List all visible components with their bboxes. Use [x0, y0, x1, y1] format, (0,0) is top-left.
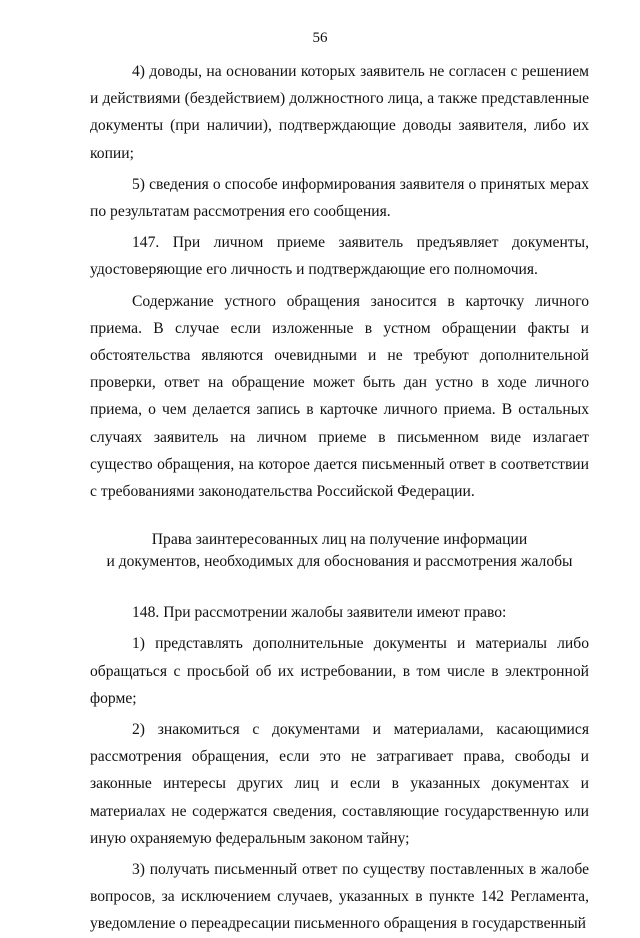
paragraph-item-4: 4) доводы, на основании которых заявитель не согласен с решением и действиями (бездействием) должностного лица, а также представленные документы (при наличии), подтверждающие доводы заявителя, либо их копии; [90, 63, 589, 162]
section-heading [90, 529, 589, 573]
section-heading-line-1: Права заинтересованных лиц на получение информации [151, 531, 528, 549]
paragraph-147: 147. При личном приеме заявитель предъявляет документы, удостоверяющие его личность и подтверждающие его полномочия. [90, 234, 589, 279]
paragraph-right-1: 1) представлять дополнительные документы и материалы либо обращаться с просьбой об их истребовании, в том числе в электронной форме; [90, 635, 589, 707]
paragraph-148: 148. При рассмотрении жалобы заявители имеют право: [132, 604, 507, 622]
document-body [90, 58, 589, 938]
section-heading-line-2: и документов, необходимых для обоснования и рассмотрения жалобы [106, 553, 573, 571]
paragraph-right-2: 2) знакомиться с документами и материалами, касающимися рассмотрения обращения, если это не затрагивает права, свободы и законные интересы других лиц и если в указанных документах и материалах не содержатся сведения, составляющие государственную или иную охраняемую федеральным законом тайну; [90, 721, 589, 847]
paragraph-oral-appeal: Содержание устного обращения заносится в карточку личного приема. В случае если изложенные в устном обращении факты и обстоятельства являются очевидными и не требуют дополнительной проверки, ответ на обращение может быть дан устно в ходе личного приема, о чем делается запись в карточке личного приема. В остальных случаях заявитель на личном приеме в письменном виде излагает существо обращения, на которое дается письменный ответ в соответствии с требованиями законодательства Российской Федерации. [90, 292, 589, 501]
paragraph-right-3: 3) получать письменный ответ по существу поставленных в жалобе вопросов, за исключением случаев, указанных в пункте 142 Регламента, уведомление о переадресации письменного обращения в государственный [90, 861, 589, 933]
page-number: 56 [312, 30, 328, 46]
paragraph-item-5: 5) сведения о способе информирования заявителя о принятых мерах по результатам рассмотрения его сообщения. [90, 175, 589, 221]
